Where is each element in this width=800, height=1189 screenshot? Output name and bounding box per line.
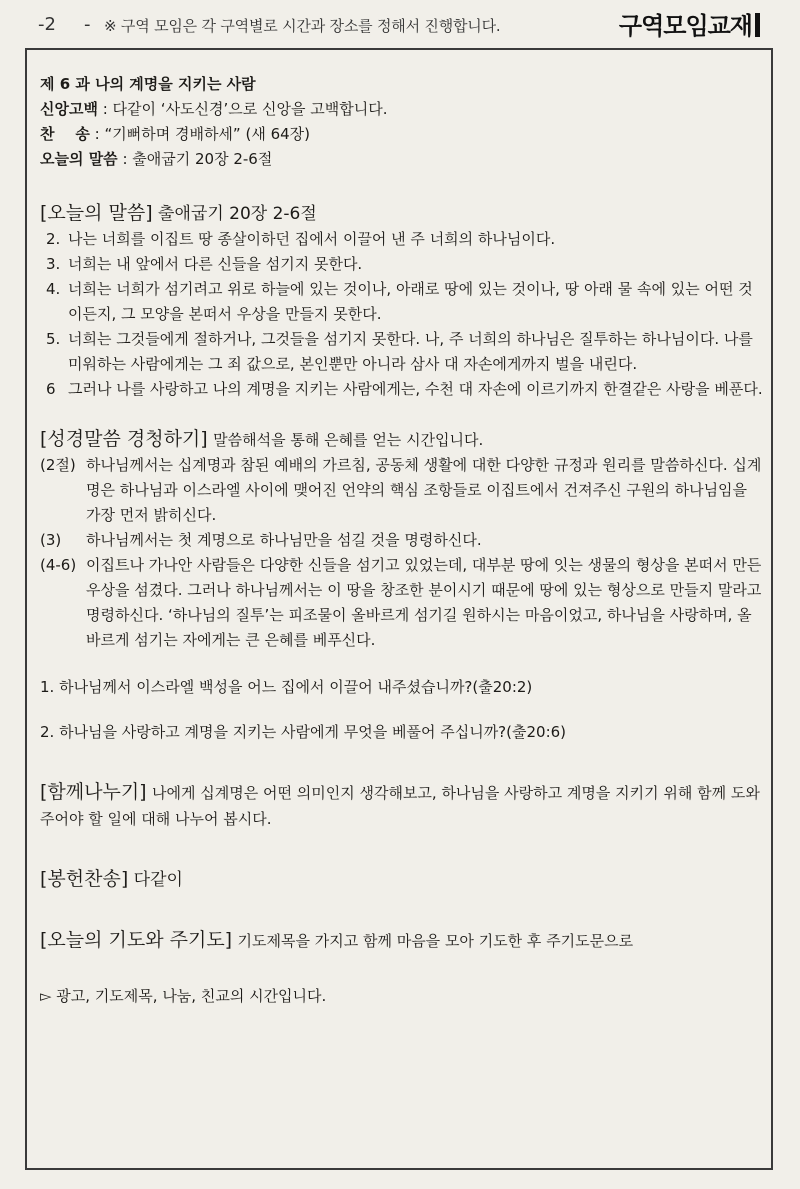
share-text: 나에게 십계명은 어떤 의미인지 생각해보고, 하나님을 사랑하고 계명을 지키기 위해 함께 도와주어야 할 일에 대해 나누어 봅시다. [40,784,760,828]
page-dash: - [84,14,91,35]
prayer-text: 기도제목을 가지고 함께 마음을 모아 기도한 후 주기도문으로 [237,932,634,950]
explanation-item [40,453,766,528]
hymn-line [40,122,766,147]
brand-title [619,6,760,41]
creed-label: 신앙고백 [40,100,98,118]
verse-item [40,277,766,327]
verse-item [40,227,766,252]
verse-number: 2. [46,230,61,248]
explanation-item [40,528,766,553]
verse-number: 5. [46,330,61,348]
offering-heading [40,866,766,893]
offering-title: [봉헌찬송] [40,868,129,890]
verse-number: 6 [46,380,56,398]
share-title: [함께나누기] [40,781,147,803]
explanation-text: 하나님께서는 첫 계명으로 하나님만을 섬길 것을 명령하신다. [86,531,482,549]
explanation-item [40,553,766,653]
lesson-content [40,72,766,1009]
explanation-ref: (2절) [40,456,76,474]
verse-number: 3. [46,255,61,273]
share-heading [40,779,766,832]
verse-text: 너희는 너희가 섬기려고 위로 하늘에 있는 것이나, 아래로 땅에 있는 것이나, 땅 아래 물 속에 있는 어떤 것이든지, 그 모양을 본떠서 우상을 만들지 못한다. [68,280,753,323]
closing-note: ▻ 광고, 기도제목, 나눔, 친교의 시간입니다. [40,987,327,1005]
todays-word-heading [40,200,766,227]
verse-text: 나는 너희를 이집트 땅 종살이하던 집에서 이끌어 낸 주 너희의 하나님이다. [68,230,556,248]
verse-list [40,227,766,402]
explanation-ref: (4-6) [40,556,77,574]
verse-number: 4. [46,280,61,298]
meeting-note: ※ 구역 모임은 각 구역별로 시간과 장소를 정해서 진행합니다. [104,17,501,35]
word-label: 오늘의 말씀 [40,150,118,168]
verse-text: 너희는 그것들에게 절하거나, 그것들을 섬기지 못한다. 나, 주 너희의 하나님은 질투하는 하나님이다. 나를 미워하는 사람에게는 그 죄 값으로, 본인뿐만 아니라 삼사 대 자손에게까지 벌을 내린다. [68,330,753,373]
page-number: -2 [38,14,56,35]
creed-line [40,97,766,122]
hymn-label: 찬 송 [40,125,90,143]
verse-item [40,252,766,277]
explanation-ref: (3) [40,531,62,549]
creed-text: : 다같이 ‘사도신경’으로 신앙을 고백합니다. [97,100,388,118]
listen-heading [40,426,766,453]
explanation-list [40,453,766,653]
listen-desc: 말씀해석을 통해 은혜를 얻는 시간입니다. [213,431,484,449]
question-2: 2. 하나님을 사랑하고 계명을 지키는 사람에게 무엇을 베풀어 주십니까?(출20:6) [40,723,567,741]
hymn-text: : “기뻐하며 경배하세” (새 64장) [89,125,311,143]
verse-text: 너희는 내 앞에서 다른 신들을 섬기지 못한다. [68,255,363,273]
explanation-text: 이집트나 가나안 사람들은 다양한 신들을 섬기고 있었는데, 대부분 땅에 잇는 생물의 형상을 본떠서 만든 우상을 섬겼다. 그러나 하나님께서는 이 땅을 창조한 분이시기 때문에 땅에 있는 형상으로 만들지 말라고 명령하신다. ‘하나님의 질투’는 피조물이 올바르게 섬기길 원하시는 마음이었고, 하나님을 사랑하며, 올바르게 섬기는 자에게는 큰 은혜를 베푸신다. [86,556,762,649]
question-1: 1. 하나님께서 이스라엘 백성을 어느 집에서 이끌어 내주셨습니까?(출20:2) [40,678,533,696]
verse-item [40,327,766,377]
explanation-text: 하나님께서는 십계명과 참된 예배의 가르침, 공동체 생활에 대한 다양한 규정과 원리를 말씀하신다. 십계명은 하나님과 이스라엘 사이에 맺어진 언약의 핵심 조항들로 이집트에서 건져주신 구원의 하나님임을 가장 먼저 밝히신다. [86,456,762,524]
prayer-title: [오늘의 기도와 주기도] [40,929,233,951]
todays-word-ref: 출애굽기 20장 2-6절 [158,204,317,224]
lesson-intro [40,72,766,172]
prayer-heading [40,927,766,954]
brand-text: 구역모임교재 [618,12,752,40]
offering-text: 다같이 [133,870,183,890]
word-text: : 출애굽기 20장 2-6절 [117,150,273,168]
listen-title: [성경말씀 경청하기] [40,428,208,450]
word-line [40,147,766,172]
page-header [0,0,800,44]
todays-word-title: [오늘의 말씀] [40,202,153,224]
verse-text: 그러나 나를 사랑하고 나의 계명을 지키는 사람에게는, 수천 대 자손에 이르기까지 한결같은 사랑을 베푼다. [68,380,763,398]
lesson-title: 제 6 과 나의 계명을 지키는 사람 [40,75,256,93]
verse-item [40,377,766,402]
brand-bar [755,13,760,37]
